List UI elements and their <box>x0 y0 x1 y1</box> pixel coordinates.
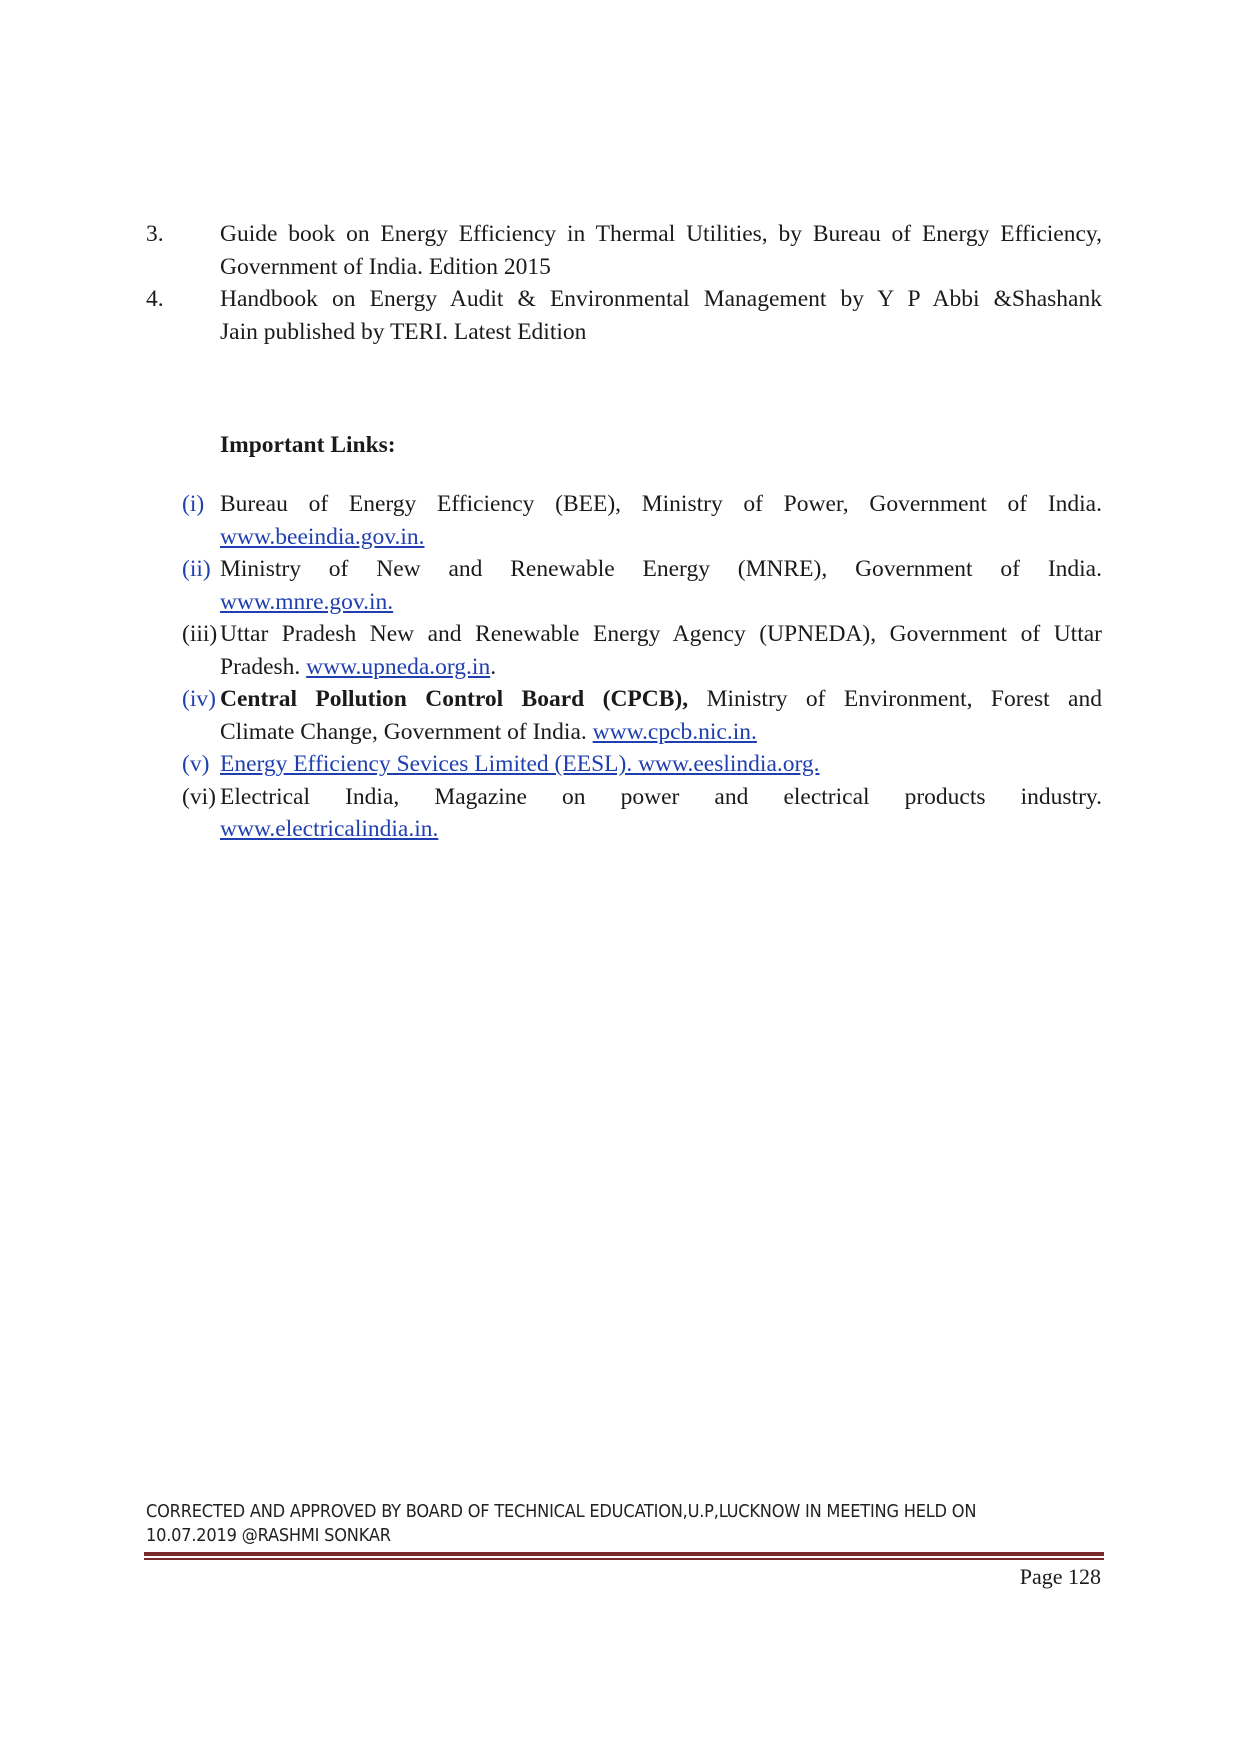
link-number: (iv) <box>182 686 216 712</box>
link-url[interactable]: www.electricalindia.in. <box>220 816 439 842</box>
link-url[interactable]: www.cpcb.nic.in. <box>592 718 757 745</box>
footer-line: 10.07.2019 @RASHMI SONKAR <box>146 1525 391 1546</box>
footer-divider <box>144 1558 1104 1560</box>
link-description-continued: Pradesh. <box>220 653 301 680</box>
link-description: Ministry of New and Renewable Energy (MNRE), Government of India. <box>220 556 1102 582</box>
link-description: Electrical India, Magazine on power and electrical products industry. <box>220 783 1102 810</box>
reference-text-line: Government of India. Edition 2015 <box>220 253 551 280</box>
reference-item <box>146 218 1102 283</box>
reference-list <box>146 218 1102 348</box>
reference-number: 4. <box>146 286 164 312</box>
link-item <box>182 781 1102 846</box>
link-description: Bureau of Energy Efficiency (BEE), Ministry of Power, Government of India. <box>220 491 1102 517</box>
link-number: (vi) <box>182 783 216 810</box>
link-item <box>182 553 1102 618</box>
links-heading: Important Links: <box>220 432 396 458</box>
footer-divider <box>144 1552 1104 1556</box>
footer-line: CORRECTED AND APPROVED BY BOARD OF TECHNICAL EDUCATION,U.P,LUCKNOW IN MEETING HELD ON <box>146 1501 977 1522</box>
link-trailing-punctuation: . <box>490 653 497 680</box>
link-number: (i) <box>182 491 205 517</box>
links-list <box>182 488 1102 846</box>
link-number: (ii) <box>182 556 211 582</box>
link-description: Uttar Pradesh New and Renewable Energy Agency (UPNEDA), Government of Uttar <box>220 621 1102 647</box>
link-item <box>182 488 1102 553</box>
link-bold-title: Central Pollution Control Board (CPCB), <box>220 686 689 712</box>
page-number: Page 128 <box>1019 1564 1101 1589</box>
link-item <box>182 748 1102 781</box>
link-url[interactable]: Energy Efficiency Sevices Limited (EESL). www.eeslindia.org. <box>220 751 820 777</box>
link-item <box>182 683 1102 748</box>
reference-text-line: Guide book on Energy Efficiency in Thermal Utilities, by Bureau of Energy Efficiency, <box>220 221 1102 247</box>
reference-number: 3. <box>146 221 164 247</box>
link-description-continued: Climate Change, Government of India. <box>220 718 587 745</box>
reference-item <box>146 283 1102 348</box>
reference-text-line: Jain published by TERI. Latest Edition <box>220 318 587 345</box>
link-number: (iii) <box>182 621 218 647</box>
link-item <box>182 618 1102 683</box>
link-number: (v) <box>182 751 210 777</box>
link-url[interactable]: www.mnre.gov.in. <box>220 588 394 615</box>
reference-text-line: Handbook on Energy Audit & Environmental Management by Y P Abbi &Shashank <box>220 286 1102 312</box>
link-url[interactable]: www.beeindia.gov.in. <box>220 523 425 550</box>
footer-approval-text <box>146 1500 1102 1548</box>
link-description: Ministry of Environment, Forest and <box>706 686 1102 712</box>
link-url[interactable]: www.upneda.org.in <box>306 653 491 680</box>
